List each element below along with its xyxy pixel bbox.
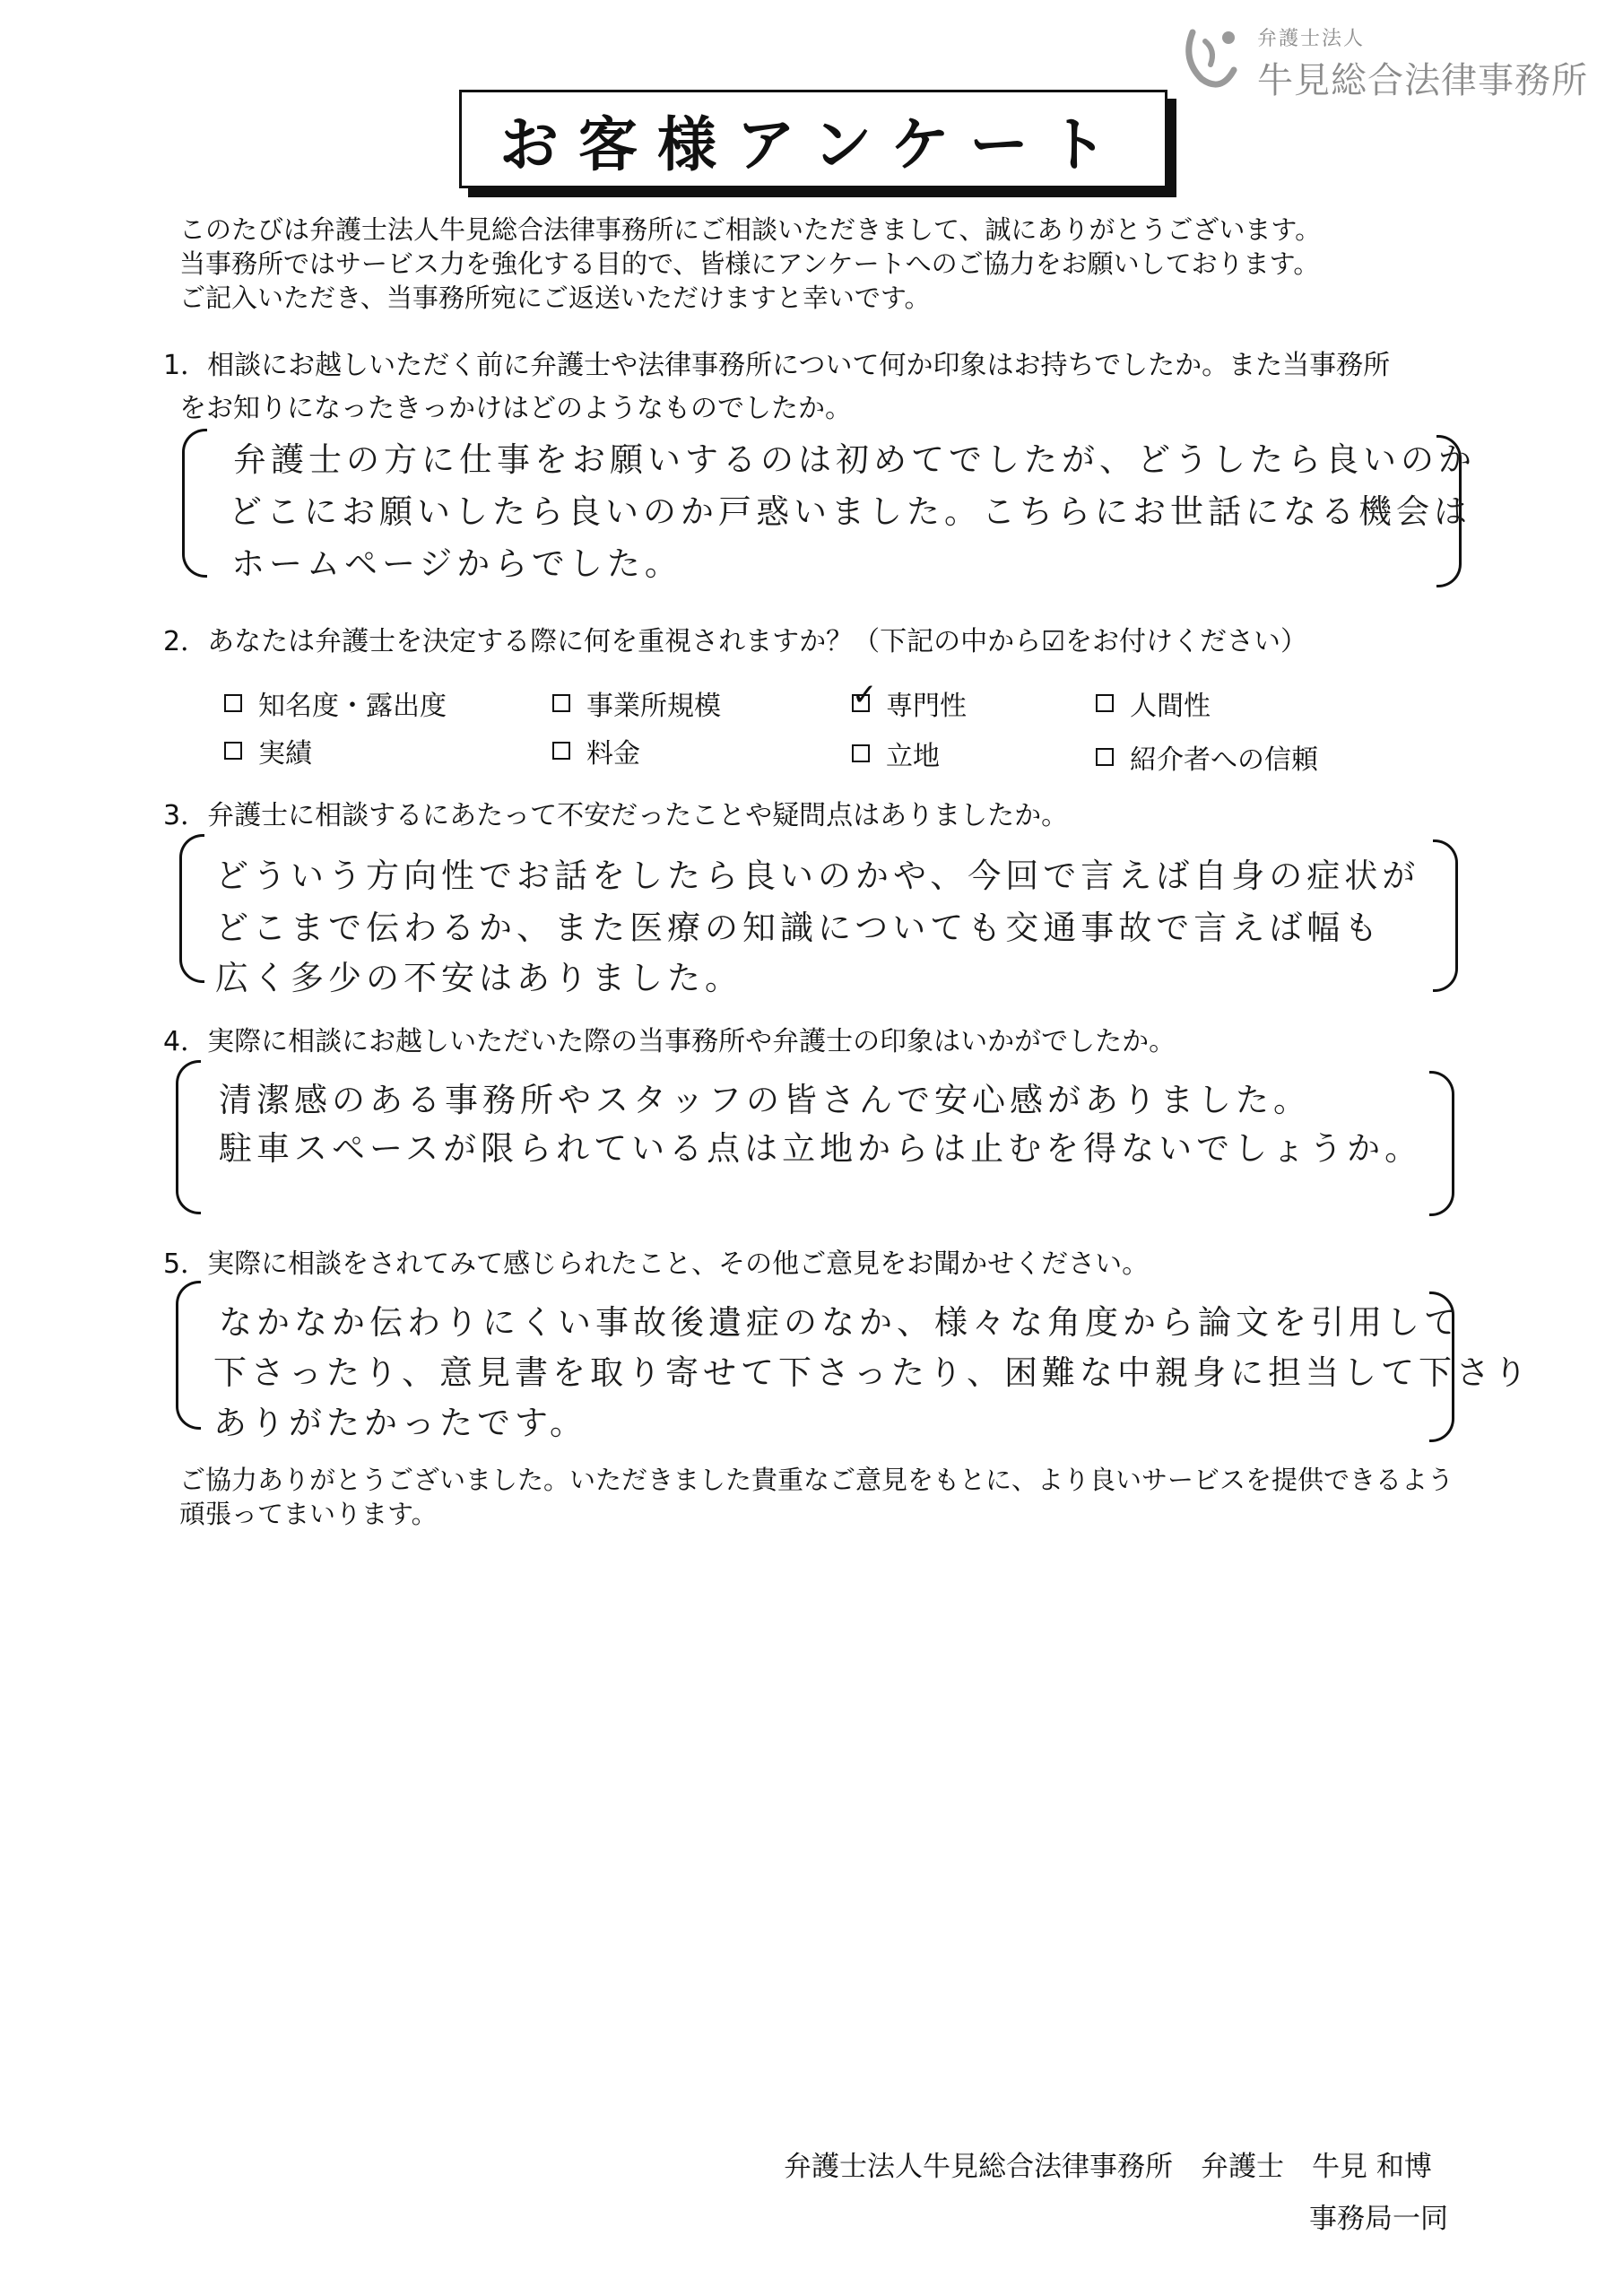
option-fees[interactable]: 料金 [552,731,640,770]
option-firm-size[interactable]: 事業所規模 [552,683,721,723]
question-1-line-1: 1．相談にお越しいただく前に弁護士や法律事務所について何か印象はお持ちでしたか。また当事務所 [163,350,1391,381]
checkbox-checked[interactable] [852,677,878,713]
intro-line-3: ご記入いただき、当事務所宛にご返送いただけますと幸いです。 [179,283,931,313]
firm-logo-icon [1175,23,1246,95]
question-5: 5．実際に相談をされてみて感じられたこと、その他ご意見をお聞かせください。 [163,1248,1150,1280]
page-title: お客様アンケート [462,92,1165,186]
option-expertise[interactable]: ✓ 専門性 [852,677,967,722]
answer-3-line-2: どこまで伝わるか、また医療の知識についても交通事故で言えば幅も [215,909,1383,947]
answer-3-bracket-right [1433,839,1458,992]
answer-5-bracket-left [176,1281,201,1430]
option-referrer-trust[interactable]: 紹介者への信頼 [1096,737,1318,777]
answer-5-line-1: なかなか伝わりにくい事故後遺症のなか、様々な角度から論文を引用して [219,1303,1462,1342]
answer-3-line-3: 広く多少の不安はありました。 [215,959,742,997]
answer-1-line-2: どこにお願いしたら良いのか戸惑いました。こちらにお世話になる機会は [229,492,1471,531]
checkbox[interactable] [1096,748,1114,766]
question-2: 2．あなたは弁護士を決定する際に何を重視されますか？（下記の中から☑をお付けください） [163,626,1307,657]
answer-1-bracket-left [182,429,207,578]
answer-4-bracket-left [176,1060,201,1214]
question-4: 4．実際に相談にお越しいただいた際の当事務所や弁護士の印象はいかがでしたか。 [163,1026,1176,1057]
answer-5-line-3: ありがたかったです。 [213,1404,588,1442]
intro-line-1: このたびは弁護士法人牛見総合法律事務所にご相談いただきまして、誠にありがとうございます。 [179,214,1322,245]
question-3: 3．弁護士に相談するにあたって不安だったことや疑問点はありましたか。 [163,800,1069,831]
checkbox[interactable] [552,742,570,760]
question-1-line-2: をお知りになったきっかけはどのようなものでしたか。 [179,393,852,424]
checkbox[interactable] [224,742,242,760]
option-track-record[interactable]: 実績 [224,731,312,770]
intro-line-2: 当事務所ではサービス力を強化する目的で、皆様にアンケートへのご協力をお願いしております。 [179,248,1320,279]
checkbox[interactable] [224,694,242,712]
option-location[interactable]: 立地 [852,734,940,773]
firm-logo [1175,16,1596,101]
logo-firm-name: 牛見総合法律事務所 [1257,60,1588,101]
answer-3-bracket-left [179,834,204,983]
title-box [459,90,1167,188]
answer-4-bracket-right [1429,1071,1454,1216]
answer-4-line-1: 清潔感のある事務所やスタッフの皆さんで安心感がありました。 [219,1081,1311,1119]
signature-line-2: 事務局一同 [1309,2203,1448,2235]
option-fame[interactable]: 知名度・露出度 [224,683,447,723]
closing-line-1: ご協力ありがとうございました。いただきました貴重なご意見をもとに、より良いサービスを提供できるよう [179,1465,1454,1495]
checkbox[interactable] [552,694,570,712]
option-personality[interactable]: 人間性 [1096,683,1211,723]
check-mark-icon: ✓ [852,677,878,713]
signature-line-1: 弁護士法人牛見総合法律事務所 弁護士 牛見 和博 [784,2151,1432,2183]
answer-1-line-1: 弁護士の方に仕事をお願いするのは初めてでしたが、どうしたら良いのか [233,440,1476,479]
answer-3-line-1: どういう方向性でお話をしたら良いのかや、今回で言えば自身の症状が [215,857,1420,895]
checkbox[interactable] [1096,694,1114,712]
logo-small-text: 弁護士法人 [1257,28,1366,50]
closing-line-2: 頑張ってまいります。 [179,1499,438,1529]
answer-5-line-2: 下さったり、意見書を取り寄せて下さったり、困難な中親身に担当して下さり [213,1353,1532,1392]
answer-1-line-3: ホームページからでした。 [231,544,682,583]
answer-4-line-2: 駐車スペースが限られている点は立地からは止むを得ないでしょうか。 [219,1129,1423,1168]
checkbox[interactable] [852,744,870,762]
